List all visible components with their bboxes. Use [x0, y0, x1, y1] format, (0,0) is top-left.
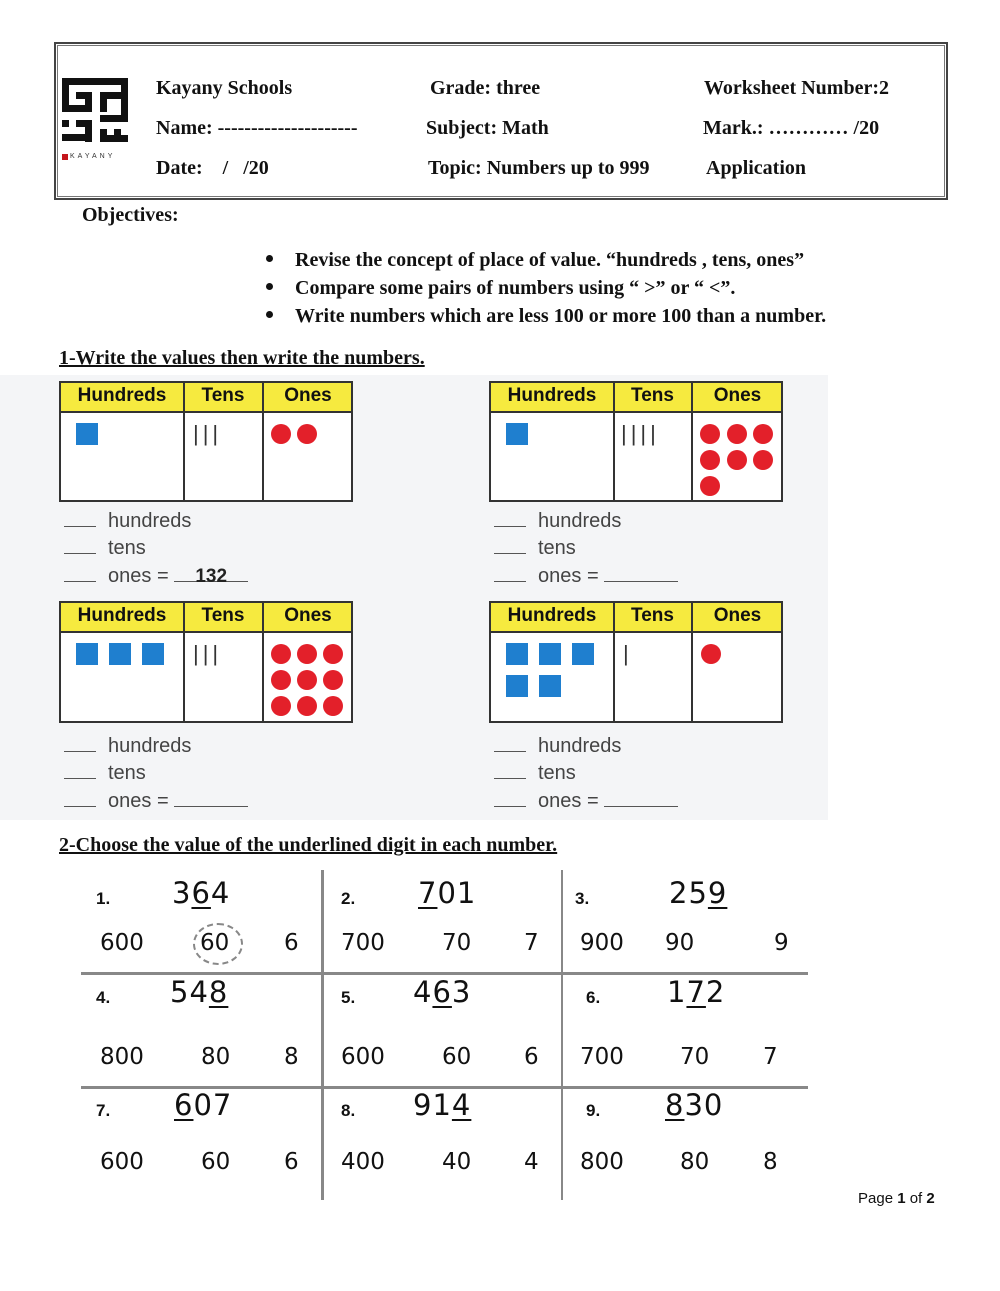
- target-number: 607: [174, 1088, 233, 1122]
- one-dot: [753, 424, 773, 444]
- place-value-table: [59, 601, 353, 723]
- item-number: 4.: [96, 988, 111, 1007]
- option[interactable]: 80: [201, 1044, 231, 1070]
- target-number: 830: [665, 1088, 724, 1122]
- answer-tens-line: tens: [494, 537, 576, 560]
- target-number: 548: [170, 975, 229, 1009]
- objectives-title: Objectives:: [82, 204, 179, 226]
- one-dot: [323, 644, 343, 664]
- one-dot: [701, 644, 721, 664]
- item-number: 6.: [586, 988, 601, 1007]
- one-dot: [297, 424, 317, 444]
- option[interactable]: 400: [341, 1149, 385, 1175]
- option[interactable]: 6: [284, 1149, 299, 1175]
- answer-ones-line: ones =: [494, 790, 678, 813]
- date-field: Date: / /20: [156, 157, 269, 179]
- answer-ones-line: ones = 132: [64, 565, 248, 588]
- one-dot: [727, 424, 747, 444]
- one-dot: [271, 670, 291, 690]
- answer-blank[interactable]: [174, 790, 248, 807]
- one-dot: [297, 644, 317, 664]
- target-number: 463: [413, 975, 472, 1009]
- objective-item: Compare some pairs of numbers using “ >” or “ <”.: [266, 277, 735, 300]
- question-1-title: 1-Write the values then write the numbers.: [59, 347, 425, 369]
- option[interactable]: 90: [665, 930, 695, 956]
- question-2-title: 2-Choose the value of the underlined digit in each number.: [59, 834, 558, 856]
- target-number: 364: [172, 876, 231, 910]
- answer-tens-line: tens: [64, 537, 146, 560]
- page-number: Page 1 of 2: [858, 1190, 935, 1207]
- hundred-block: [539, 643, 561, 665]
- option[interactable]: 6: [284, 930, 299, 956]
- option[interactable]: 4: [524, 1149, 539, 1175]
- answer-hundreds-line: hundreds: [64, 735, 191, 758]
- answer-ones-line: ones =: [494, 565, 678, 588]
- tens-tally: |||: [193, 641, 223, 666]
- item-number: 7.: [96, 1101, 111, 1120]
- one-dot: [323, 696, 343, 716]
- grid-divider: [321, 870, 324, 1200]
- one-dot: [271, 644, 291, 664]
- answer-hundreds-line: hundreds: [494, 735, 621, 758]
- grade-label: Grade: three: [430, 77, 541, 99]
- option[interactable]: 6: [524, 1044, 539, 1070]
- header-tens: Tens: [631, 385, 674, 406]
- objective-item: Revise the concept of place of value. “hundreds , tens, ones”: [266, 249, 804, 272]
- one-dot: [727, 450, 747, 470]
- item-number: 2.: [341, 889, 356, 908]
- one-dot: [700, 424, 720, 444]
- option[interactable]: 800: [100, 1044, 144, 1070]
- header-hundreds: Hundreds: [77, 385, 167, 406]
- worksheet-number: Worksheet Number:2: [704, 77, 889, 99]
- one-dot: [297, 670, 317, 690]
- answer-blank[interactable]: [604, 565, 678, 582]
- option[interactable]: 80: [680, 1149, 710, 1175]
- header-ones: Ones: [713, 605, 762, 626]
- one-dot: [271, 424, 291, 444]
- hundred-block: [109, 643, 131, 665]
- target-number: 914: [413, 1088, 472, 1122]
- option[interactable]: 8: [763, 1149, 778, 1175]
- answer-tens-line: tens: [64, 762, 146, 785]
- hundred-block: [506, 675, 528, 697]
- target-number: 172: [667, 975, 726, 1009]
- kayany-logo-icon: [60, 76, 130, 146]
- option[interactable]: 8: [284, 1044, 299, 1070]
- example-answer: 132: [174, 565, 248, 582]
- answer-ones-line: ones =: [64, 790, 248, 813]
- target-number: 259: [669, 876, 728, 910]
- header-ones: Ones: [284, 605, 332, 626]
- one-dot: [297, 696, 317, 716]
- option[interactable]: 900: [580, 930, 624, 956]
- header-tens: Tens: [201, 385, 245, 406]
- option[interactable]: 600: [100, 930, 144, 956]
- item-number: 8.: [341, 1101, 356, 1120]
- place-value-table: [489, 381, 783, 502]
- header-tens: Tens: [631, 605, 674, 626]
- item-number: 1.: [96, 889, 111, 908]
- subject-label: Subject: Math: [426, 117, 549, 139]
- option[interactable]: 800: [580, 1149, 624, 1175]
- hundred-block: [506, 423, 528, 445]
- tens-tally: |: [623, 641, 633, 666]
- answer-circle: [193, 923, 243, 965]
- topic-label: Topic: Numbers up to 999: [428, 157, 650, 179]
- hundred-block: [506, 643, 528, 665]
- hundred-block: [572, 643, 594, 665]
- target-number: 701: [418, 876, 477, 910]
- header-hundreds: Hundreds: [77, 605, 167, 626]
- option[interactable]: 600: [100, 1149, 144, 1175]
- name-field: Name: ---------------------: [156, 117, 358, 139]
- mark-field: Mark.: ………… /20: [703, 117, 880, 139]
- option[interactable]: 7: [524, 930, 539, 956]
- place-value-table: [59, 381, 353, 502]
- logo-red-mark: [62, 154, 68, 160]
- item-number: 9.: [586, 1101, 601, 1120]
- grid-divider: [561, 870, 563, 1200]
- hundred-block: [76, 643, 98, 665]
- place-value-table: [489, 601, 783, 723]
- application-label: Application: [706, 157, 807, 179]
- one-dot: [271, 696, 291, 716]
- one-dot: [753, 450, 773, 470]
- header-ones: Ones: [713, 385, 762, 406]
- header-hundreds: Hundreds: [507, 605, 597, 626]
- option[interactable]: 600: [341, 1044, 385, 1070]
- one-dot: [323, 670, 343, 690]
- option[interactable]: 70: [442, 930, 472, 956]
- answer-hundreds-line: hundreds: [494, 510, 621, 533]
- option[interactable]: 700: [580, 1044, 624, 1070]
- logo-caption: KAYANY: [70, 153, 116, 160]
- one-dot: [700, 476, 720, 496]
- header-ones: Ones: [284, 385, 332, 406]
- answer-hundreds-line: hundreds: [64, 510, 191, 533]
- one-dot: [700, 450, 720, 470]
- hundred-block: [539, 675, 561, 697]
- option[interactable]: 7: [763, 1044, 778, 1070]
- option[interactable]: 60: [442, 1044, 472, 1070]
- tens-tally: ||||: [621, 421, 660, 446]
- option[interactable]: 700: [341, 930, 385, 956]
- objective-item: Write numbers which are less 100 or more 100 than a number.: [266, 305, 826, 328]
- option[interactable]: 40: [442, 1149, 472, 1175]
- tens-tally: |||: [193, 421, 223, 446]
- header-tens: Tens: [201, 605, 245, 626]
- answer-tens-line: tens: [494, 762, 576, 785]
- item-number: 5.: [341, 988, 356, 1007]
- school-name: Kayany Schools: [156, 77, 293, 99]
- option[interactable]: 60: [200, 930, 230, 956]
- hundred-block: [76, 423, 98, 445]
- hundred-block: [142, 643, 164, 665]
- answer-blank[interactable]: [604, 790, 678, 807]
- option[interactable]: 70: [680, 1044, 710, 1070]
- option[interactable]: 60: [201, 1149, 231, 1175]
- header-hundreds: Hundreds: [507, 385, 597, 406]
- option[interactable]: 9: [774, 930, 789, 956]
- item-number: 3.: [575, 889, 590, 908]
